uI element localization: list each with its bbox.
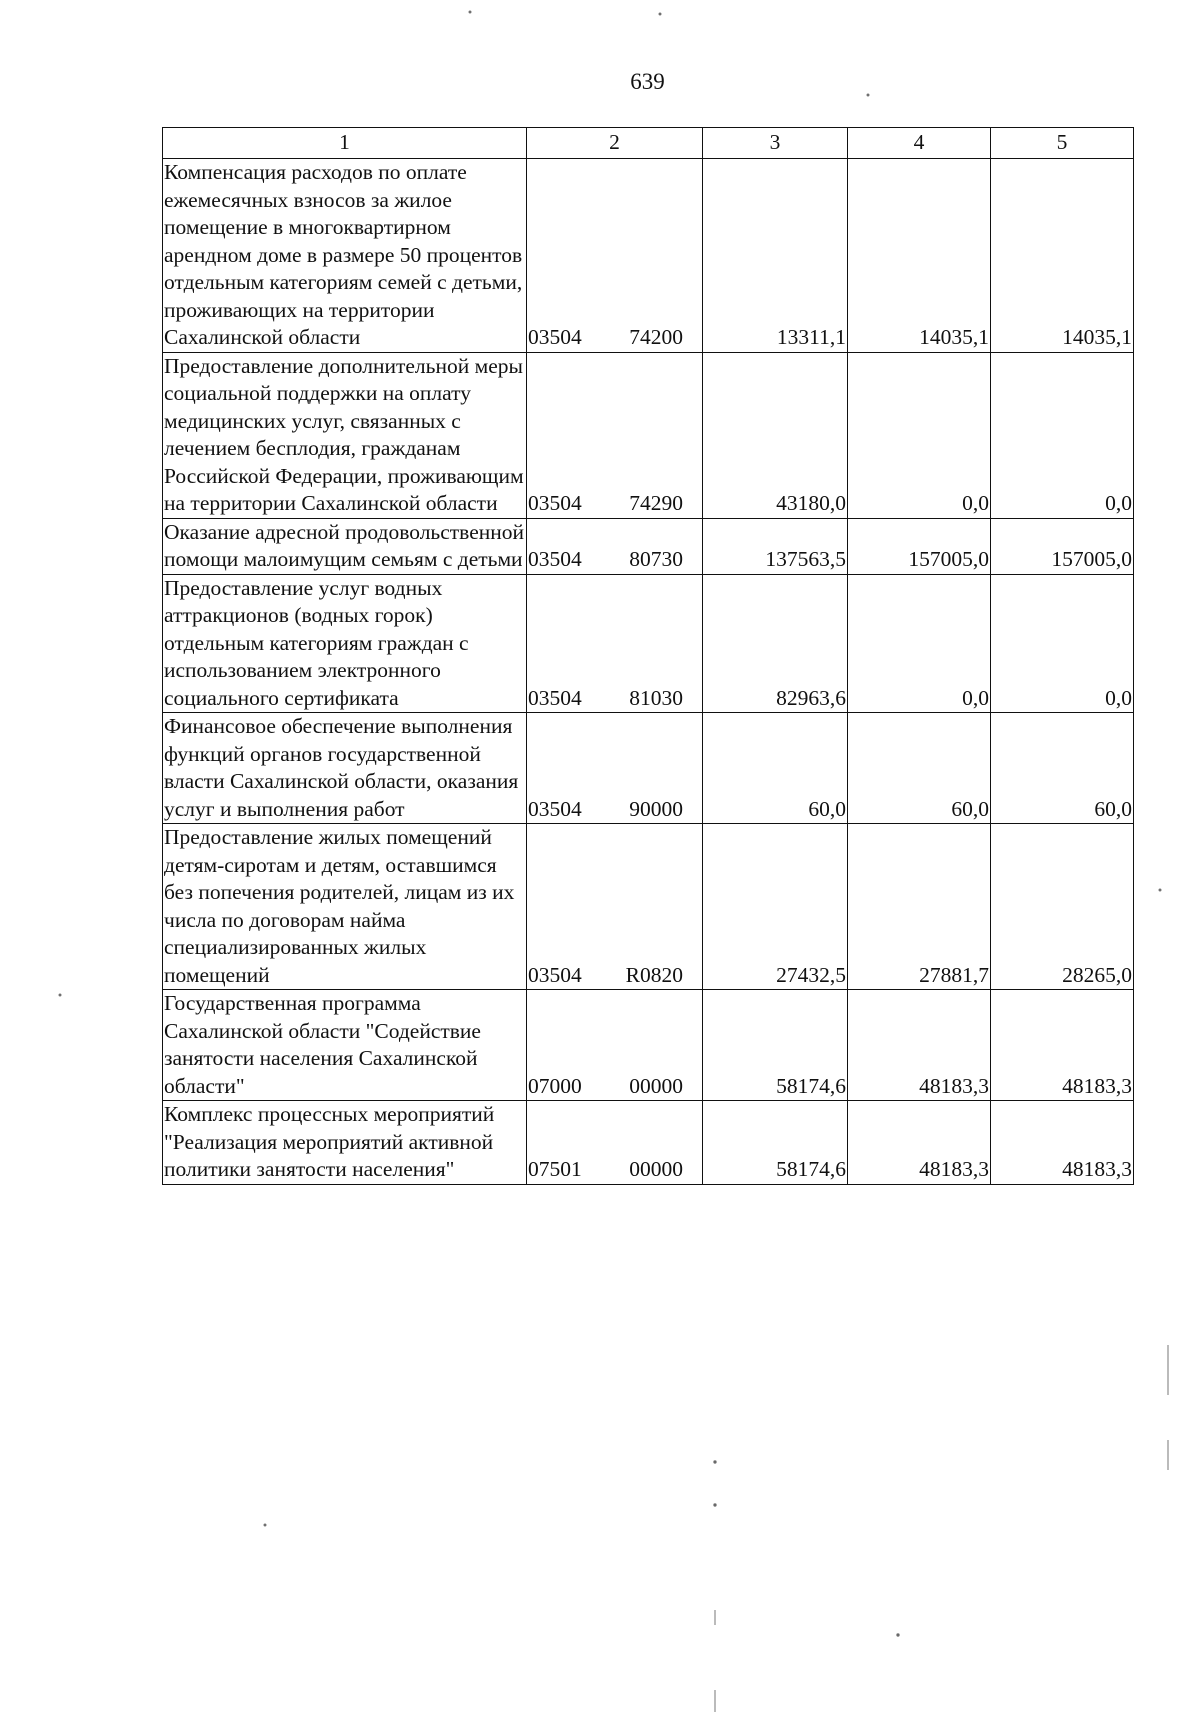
value-col3: 27432,5 <box>703 824 848 990</box>
row-code <box>527 1101 703 1185</box>
header-row <box>163 128 1134 159</box>
row-name: Предоставление услуг водных аттракционов (водных горок) отдельным категориям граждан с использованием электронного социального сертификата <box>163 574 527 713</box>
table-row <box>163 159 1134 353</box>
code-item: 90000 <box>629 796 683 821</box>
row-code <box>527 713 703 824</box>
column-header: 2 <box>527 128 703 159</box>
value-col5: 157005,0 <box>991 518 1134 574</box>
row-code <box>527 990 703 1101</box>
value-col5: 14035,1 <box>991 159 1134 353</box>
scan-speck <box>1159 889 1161 891</box>
scan-speck <box>59 994 61 996</box>
value-col3: 58174,6 <box>703 990 848 1101</box>
scan-speck <box>897 1634 899 1636</box>
value-col4: 48183,3 <box>848 1101 991 1185</box>
code-section: 03504 <box>528 547 582 571</box>
value-col3: 13311,1 <box>703 159 848 353</box>
table-row <box>163 713 1134 824</box>
row-code <box>527 824 703 990</box>
value-col5: 48183,3 <box>991 990 1134 1101</box>
column-header: 4 <box>848 128 991 159</box>
value-col3: 137563,5 <box>703 518 848 574</box>
code-item: R0820 <box>625 962 683 987</box>
value-col5: 48183,3 <box>991 1101 1134 1185</box>
value-col4: 27881,7 <box>848 824 991 990</box>
value-col3: 58174,6 <box>703 1101 848 1185</box>
column-header: 1 <box>163 128 527 159</box>
value-col5: 0,0 <box>991 352 1134 518</box>
row-name: Компенсация расходов по оплате ежемесячных взносов за жилое помещение в многоквартирном арендном доме в размере 50 процентов отдельным категориям семей с детьми, проживающих на территории Сахалинской области <box>163 159 527 353</box>
code-section: 07501 <box>528 1157 582 1181</box>
value-col5: 60,0 <box>991 713 1134 824</box>
row-name: Предоставление жилых помещений детям-сиротам и детям, оставшимся без попечения родителей, лицам из их числа по договорам найма специализированных жилых помещений <box>163 824 527 990</box>
value-col5: 28265,0 <box>991 824 1134 990</box>
table-row <box>163 824 1134 990</box>
column-header: 3 <box>703 128 848 159</box>
code-item: 00000 <box>629 1157 683 1181</box>
row-name: Предоставление дополнительной меры социальной поддержки на оплату медицинских услуг, связанных с лечением бесплодия, гражданам Российской Федерации, проживающим на территории Сахалинской области <box>163 352 527 518</box>
code-item: 80730 <box>629 547 683 571</box>
value-col4: 14035,1 <box>848 159 991 353</box>
code-item: 74290 <box>629 491 683 515</box>
row-code <box>527 574 703 713</box>
value-col4: 0,0 <box>848 352 991 518</box>
code-section: 03504 <box>528 491 582 515</box>
row-code <box>527 352 703 518</box>
code-item: 00000 <box>629 1073 683 1098</box>
code-section: 07000 <box>528 1073 582 1098</box>
value-col3: 82963,6 <box>703 574 848 713</box>
value-col3: 60,0 <box>703 713 848 824</box>
value-col4: 60,0 <box>848 713 991 824</box>
code-item: 74200 <box>629 325 683 349</box>
value-col4: 0,0 <box>848 574 991 713</box>
code-section: 03504 <box>528 962 582 987</box>
table-row <box>163 990 1134 1101</box>
value-col4: 157005,0 <box>848 518 991 574</box>
row-name: Комплекс процессных мероприятий "Реализация мероприятий активной политики занятости населения" <box>163 1101 527 1185</box>
table-row <box>163 518 1134 574</box>
code-section: 03504 <box>528 325 582 349</box>
value-col3: 43180,0 <box>703 352 848 518</box>
code-item: 81030 <box>629 685 683 710</box>
page-number: 639 <box>630 69 665 94</box>
scan-speck <box>264 1524 266 1526</box>
table-row <box>163 352 1134 518</box>
row-name: Финансовое обеспечение выполнения функций органов государственной власти Сахалинской области, оказания услуг и выполнения работ <box>163 713 527 824</box>
table-row <box>163 574 1134 713</box>
value-col5: 0,0 <box>991 574 1134 713</box>
budget-table <box>162 127 1134 1185</box>
scan-speck <box>659 13 661 15</box>
value-col4: 48183,3 <box>848 990 991 1101</box>
scan-speck <box>714 1461 716 1463</box>
row-code <box>527 159 703 353</box>
column-header: 5 <box>991 128 1134 159</box>
row-name: Оказание адресной продовольственной помощи малоимущим семьям с детьми <box>163 518 527 574</box>
code-section: 03504 <box>528 685 582 710</box>
scan-speck <box>714 1504 716 1506</box>
row-name: Государственная программа Сахалинской области "Содействие занятости населения Сахалинской области" <box>163 990 527 1101</box>
scan-speck <box>469 11 471 13</box>
code-section: 03504 <box>528 796 582 821</box>
table-row <box>163 1101 1134 1185</box>
row-code <box>527 518 703 574</box>
